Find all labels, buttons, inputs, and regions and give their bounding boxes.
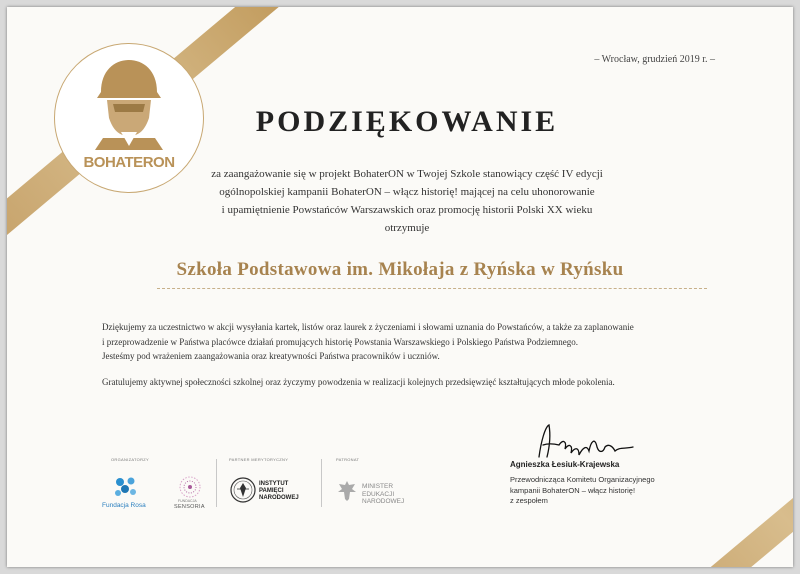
fundacja-sensoria-icon [178,475,202,499]
body-line: Jesteśmy pod wrażeniem zaangażowania oraz kreatywności Państwa pracowników i uczniów. [102,351,440,361]
role-line: kampanii BohaterON – włącz historię! [510,485,636,495]
men-line: NARODOWEJ [362,498,405,505]
body-text [102,320,742,389]
intro-line: otrzymuje [384,222,430,234]
divider-line [157,288,707,289]
body-line: Dziękujemy za uczestnictwo w akcji wysyłania kartek, listów oraz laurek z życzeniami i słowami uznania do Powstańców, a także za zaplanowanie [102,322,634,332]
body-line: i przeprowadzenie w Państwa placówce działań promujących historię Powstania Warszawskiego i Polskiego Państwa Podziemnego. [102,336,578,347]
ipn-emblem-icon [230,477,256,503]
patron-label: PATRONAT [336,457,360,462]
fundacja-rosa-icon [113,475,139,499]
intro-line: ogólnopolskiej kampanii BohaterON – włącz historię! mającej na celu uhonorowanie [219,186,595,198]
certificate-page [7,7,793,567]
partners-separator [321,459,322,507]
logo-wordmark: BOHATERON [83,154,175,171]
men-line: MINISTER [362,483,394,490]
ipn-name [259,481,299,502]
place-date: – Wrocław, grudzień 2019 r. – [594,54,715,65]
closing-line: Gratulujemy aktywnej społeczności szkolnej oraz życzymy powodzenia w realizacji kolejnych przedsięwzięć kształtujących młode pokolenia. [102,376,615,387]
role-line: z zespołem [510,496,548,505]
men-name [362,483,404,506]
soldier-helmet-icon [93,58,165,150]
organizer-sensoria-top: FUNDACJA [178,499,197,503]
ipn-line: NARODOWEJ [259,495,299,501]
organizer-sensoria: SENSORIA [174,504,205,510]
bohateron-logo [54,43,204,193]
role-line: Przewodnicząca Komitetu Organizacyjnego [510,475,655,484]
ipn-line: PAMIĘCI [259,488,284,494]
certificate-title: PODZIĘKOWANIE [255,105,559,138]
recipient-name: Szkoła Podstawowa im. Mikołaja z Ryńska w Ryńsku [176,259,624,280]
organizers-label: ORGANIZATORZY [111,457,149,462]
intro-line: i upamiętnienie Powstańców Warszawskich oraz promocję historii Polski XX wieku [221,204,593,216]
polish-eagle-icon [337,479,357,503]
partners-strip [99,457,429,527]
men-line: EDUKACJI [362,490,395,498]
signatory-role [510,475,655,507]
partners-separator [216,459,217,507]
merit-partner-label: PARTNER MERYTORYCZNY [229,457,289,462]
intro-text [187,165,627,237]
signatory-name: Agnieszka Łesiuk-Krajewska [510,460,620,469]
ipn-line: INSTYTUT [259,481,289,487]
gold-ribbon-bottom-right [656,407,793,567]
intro-line: za zaangażowanie się w projekt BohaterON w Twojej Szkole stanowiący część IV edycji [211,168,603,180]
organizer-fundacja-rosa: Fundacja Rosa [102,502,146,509]
